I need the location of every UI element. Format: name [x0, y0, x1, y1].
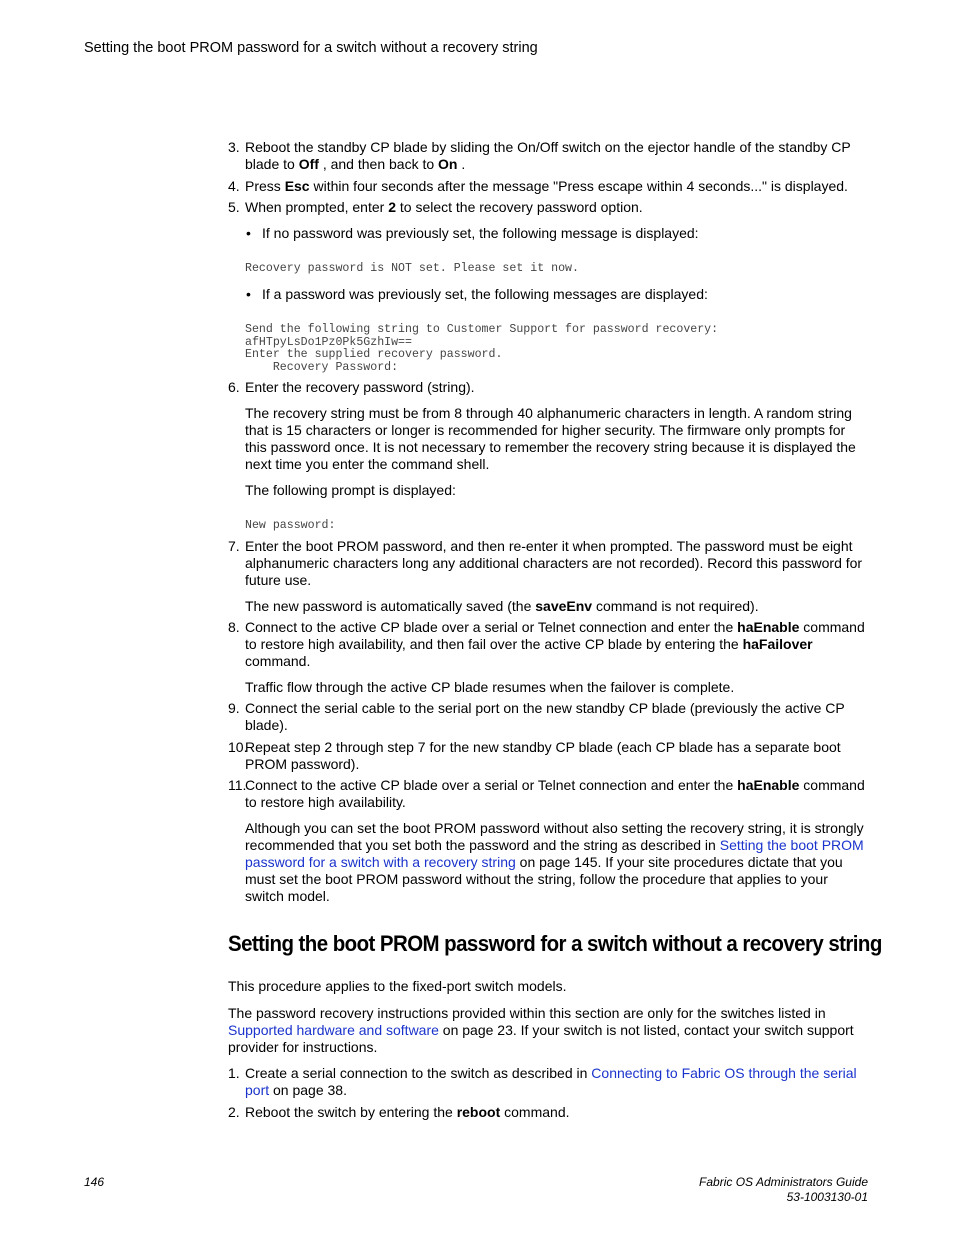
doc-title: Fabric OS Administrators Guide: [699, 1175, 868, 1189]
step-text: Connect to the active CP blade over a serial or Telnet connection and enter the haEnable command to restore high availability.: [245, 777, 865, 810]
step-paragraph: The recovery string must be from 8 through 40 alphanumeric characters in length. A random string that is 15 characters or longer is recommended for higher security. The firmware only prompts for this password once. It is not necessary to remember the recovery string because it is displayed the next time you enter the command shell.: [245, 405, 856, 472]
step-number: 8.: [228, 619, 240, 635]
section-heading: Setting the boot PROM password for a switch without a recovery string: [228, 931, 882, 956]
section-intro: This procedure applies to the fixed-port switch models.: [228, 978, 567, 994]
code-new-password: New password:: [245, 519, 336, 532]
step-paragraph: Although you can set the boot PROM password without also setting the recovery string, it is strongly recommended that you set both the password and the string as described in Setting the boot PROM password for a switch with a recovery string on page 145. If your site procedures dictate that you must set the boot PROM password without the string, follow the procedure that applies to your switch model.: [245, 820, 864, 904]
page-number: 146: [84, 1175, 105, 1189]
step-text: Enter the recovery password (string).: [245, 379, 475, 395]
step-text: Connect to the active CP blade over a serial or Telnet connection and enter the haEnable command to restore high availability, and then fail over the active CP blade by entering the haFailover command.: [245, 619, 865, 669]
step-number: 3.: [228, 139, 240, 155]
step-paragraph: Traffic flow through the active CP blade resumes when the failover is complete.: [245, 679, 735, 695]
step-text: Repeat step 2 through step 7 for the new standby CP blade (each CP blade has a separate boot PROM password).: [245, 739, 841, 772]
step-number: 9.: [228, 700, 240, 716]
section-paragraph: The password recovery instructions provided within this section are only for the switches listed in Supported hardware and software on page 23. If your switch is not listed, contact your switch support provider for instructions.: [228, 1005, 854, 1055]
step-paragraph: The new password is automatically saved (the saveEnv command is not required).: [245, 598, 759, 614]
step-text: Reboot the switch by entering the reboot command.: [245, 1104, 570, 1120]
link-setting-with-recovery-string[interactable]: Setting the boot PROM password for a switch with a recovery string: [245, 837, 864, 870]
step-text: Create a serial connection to the switch as described in Connecting to Fabric OS through the serial port on page 38.: [245, 1065, 857, 1098]
step-text: Enter the boot PROM password, and then re-enter it when prompted. The password must be eight alphanumeric characters long any additional characters are not recorded). Record this password for future use.: [245, 538, 863, 588]
step-number: 5.: [228, 199, 240, 215]
step-number: 6.: [228, 379, 240, 395]
bullet-icon: •: [246, 225, 251, 241]
link-connecting-serial-port[interactable]: Connecting to Fabric OS through the serial port: [245, 1065, 857, 1098]
step-paragraph: The following prompt is displayed:: [245, 482, 456, 498]
code-send-string: Send the following string to Customer Support for password recovery: afHTpyLsDo1Pz0Pk5GzhIw== Enter the supplied recovery password. Recovery Password:: [245, 323, 719, 374]
step-text: Reboot the standby CP blade by sliding the On/Off switch on the ejector handle of the standby CP blade to Off , and then back to On .: [245, 139, 851, 172]
step-text: When prompted, enter 2 to select the recovery password option.: [245, 199, 643, 215]
link-supported-hardware[interactable]: Supported hardware and software: [228, 1022, 439, 1038]
step-text: Press Esc within four seconds after the message "Press escape within 4 seconds..." is displayed.: [245, 178, 848, 194]
step-number: 2.: [228, 1104, 240, 1120]
bullet-icon: •: [246, 286, 251, 302]
step-number: 11.: [228, 777, 247, 793]
code-not-set: Recovery password is NOT set. Please set it now.: [245, 262, 579, 275]
running-header: Setting the boot PROM password for a switch without a recovery string: [84, 40, 538, 56]
doc-number: 53-1003130-01: [786, 1190, 868, 1204]
footer-doc-info: [699, 1175, 868, 1205]
step-number: 4.: [228, 178, 240, 194]
step-text: Connect the serial cable to the serial port on the new standby CP blade (previously the active CP blade).: [245, 700, 845, 733]
step-number: 1.: [228, 1065, 240, 1081]
step-number: 7.: [228, 538, 240, 554]
step-number: 10.: [228, 739, 248, 755]
